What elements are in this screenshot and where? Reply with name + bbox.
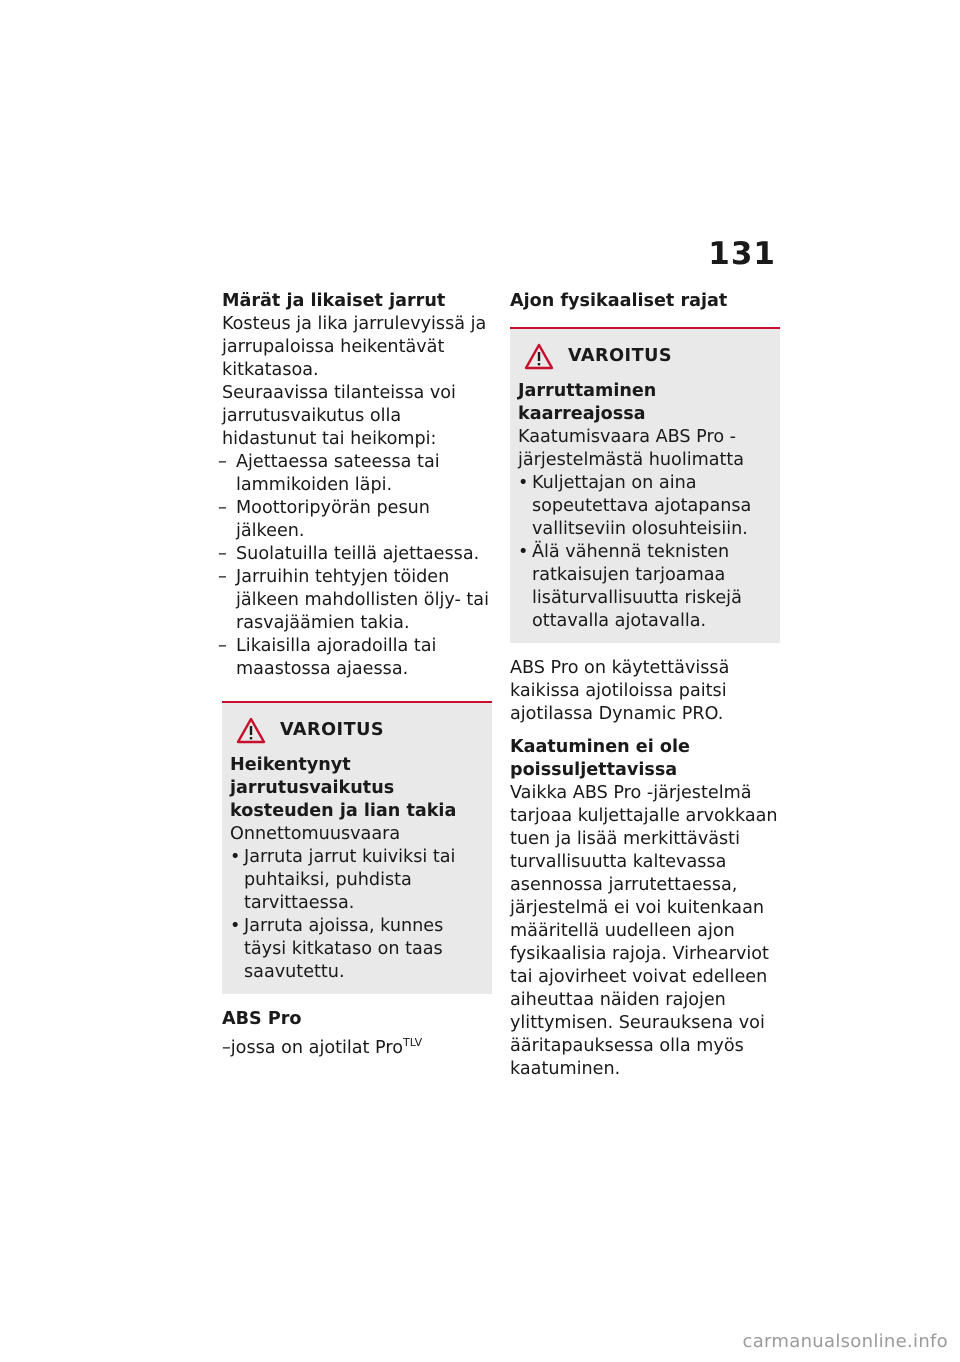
warning-subtitle: Kaatumisvaara ABS Pro -järjestelmästä huolimatta	[518, 427, 745, 470]
abs-pro-heading: ABS Pro	[222, 1009, 302, 1029]
abs-pro-line-text: –jossa on ajotilat Pro	[222, 1037, 403, 1058]
warning-box-cornering	[510, 327, 780, 643]
list-item: • Älä vähennä teknisten ratkaisujen tarjoamaa lisäturvallisuutta riskejä ottavalla ajotavalla.	[518, 541, 772, 633]
right-column	[510, 290, 780, 1081]
no-fall-guarantee-body: Vaikka ABS Pro -järjestelmä tarjoaa kuljettajalle arvokkaan tuen ja lisää merkittävästi turvallisuutta kaltevassa asennossa jarrutettaessa, järjestelmä ei voi kuitenkaan määritellä uudelleen ajon fysikaalisia rajoja. Virhearviot tai ajovirheet voivat edelleen aiheuttaa näiden rajojen ylittymisen. Seurauksena voi ääritapauksessa olla myös kaatuminen.	[510, 783, 778, 1079]
warning-triangle-icon	[236, 717, 266, 744]
page-number: 131	[708, 236, 776, 272]
warning-list	[518, 472, 772, 633]
warning-title: VAROITUS	[280, 720, 385, 740]
list-item: – Jarruihin tehtyjen töiden jälkeen mahdollisten öljy- tai rasvajäämien takia.	[222, 566, 492, 635]
warning-heading: Jarruttaminen kaarreajossa	[518, 381, 657, 424]
list-item: • Kuljettajan on aina sopeutettava ajotapansa vallitseviin olosuhteisiin.	[518, 472, 772, 541]
wet-brakes-para1: Kosteus ja lika jarrulevyissä ja jarrupaloissa heikentävät kitkatasoa.	[222, 314, 487, 380]
no-fall-guarantee-heading: Kaatuminen ei ole poissuljettavissa	[510, 737, 690, 780]
warning-title: VAROITUS	[568, 346, 673, 366]
list-item: – Suolatuilla teillä ajettaessa.	[222, 543, 492, 566]
list-item: – Ajettaessa sateessa tai lammikoiden läpi.	[222, 451, 492, 497]
list-item: • Jarruta ajoissa, kunnes täysi kitkataso on taas saavutettu.	[230, 915, 484, 984]
warning-triangle-icon	[524, 343, 554, 370]
warning-list	[230, 846, 484, 984]
watermark: carmanualsonline.info	[742, 1331, 948, 1352]
list-item: • Jarruta jarrut kuiviksi tai puhtaiksi, puhdista tarvittaessa.	[230, 846, 484, 915]
warning-box-wet-brakes	[222, 701, 492, 994]
wet-brakes-list	[222, 451, 492, 681]
wet-brakes-para2: Seuraavissa tilanteissa voi jarrutusvaikutus olla hidastunut tai heikompi:	[222, 383, 456, 449]
abs-pro-line	[222, 1031, 492, 1060]
warning-header	[236, 717, 484, 744]
left-column	[222, 290, 492, 1060]
physics-limits-heading: Ajon fysikaaliset rajat	[510, 291, 728, 311]
wet-brakes-heading: Märät ja likaiset jarrut	[222, 291, 446, 311]
warning-subtitle: Onnettomuusvaara	[230, 824, 401, 844]
warning-header	[524, 343, 772, 370]
abs-pro-sup: TLV	[402, 1036, 423, 1049]
abs-pro-availability: ABS Pro on käytettävissä kaikissa ajotiloissa paitsi ajotilassa Dynamic PRO.	[510, 658, 730, 724]
warning-heading: Heikentynyt jarrutusvaikutus kosteuden ja lian takia	[230, 755, 457, 821]
list-item: – Moottoripyörän pesun jälkeen.	[222, 497, 492, 543]
list-item: – Likaisilla ajoradoilla tai maastossa ajaessa.	[222, 635, 492, 681]
